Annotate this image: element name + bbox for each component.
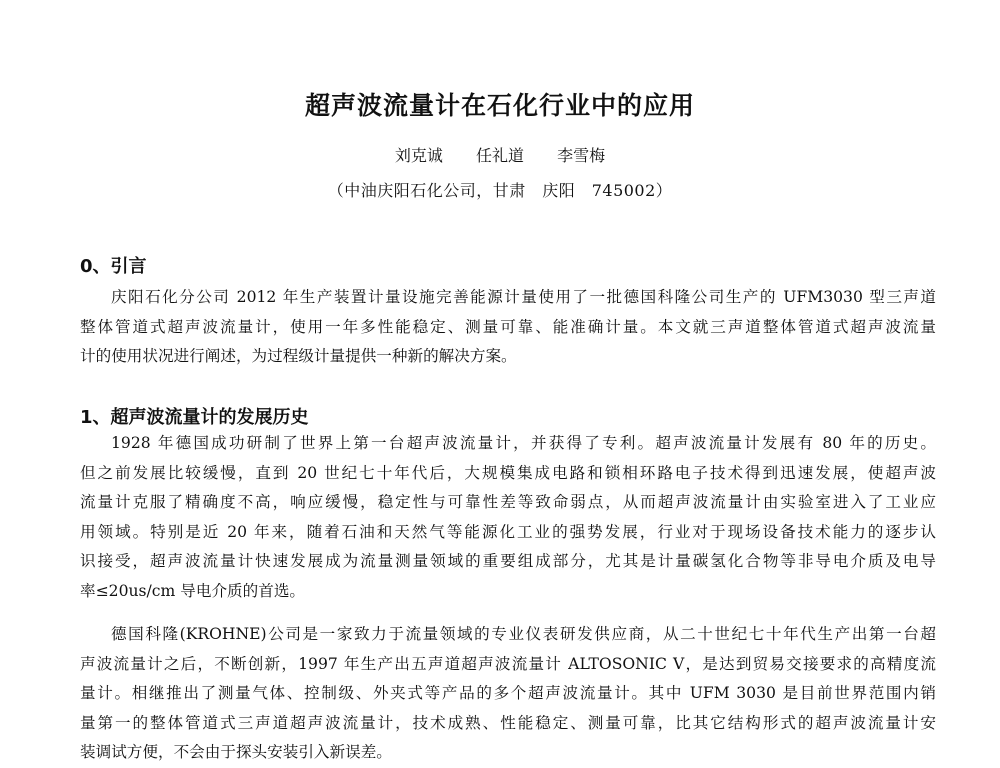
- section-heading-history: 1、超声波流量计的发展历史: [80, 407, 309, 428]
- text-line: 识接受，超声波流量计快速发展成为流量测量领域的重要组成部分，尤其是计量碳氢化合物等非导电介质及电导: [80, 552, 936, 570]
- author-list: [0, 143, 1000, 166]
- section-heading-introduction: 0、引言: [80, 256, 147, 277]
- text-line: 德国科隆(KROHNE)公司是一家致力于流量领域的专业仪表研发供应商，从二十世纪七十年代生产出第一台超: [111, 625, 936, 643]
- paper-title: 超声波流量计在石化行业中的应用: [304, 91, 695, 120]
- text-line: 计的使用状况进行阐述，为过程级计量提供一种新的解决方案。: [80, 347, 517, 365]
- text-line: 量第一的整体管道式三声道超声波流量计，技术成熟、性能稳定、测量可靠，比其它结构形式的超声波流量计安: [80, 713, 936, 732]
- author-name: 任礼道: [475, 146, 524, 165]
- text-line: 1928 年德国成功研制了世界上第一台超声波流量计，并获得了专利。超声波流量计发展有 80 年的历史。: [111, 434, 936, 452]
- paragraph: [80, 283, 936, 372]
- text-line: 量计。相继推出了测量气体、控制级、外夹式等产品的多个超声波流量计。其中 UFM 3030 是目前世界范围内销: [80, 684, 936, 702]
- author-name: 刘克诚: [394, 146, 443, 165]
- author-name: 李雪梅: [557, 146, 606, 165]
- paragraph: [80, 620, 936, 768]
- text-line: 流量计克服了精确度不高，响应缓慢，稳定性与可靠性差等致命弱点，从而超声波流量计由实验室进入了工业应: [80, 493, 936, 511]
- affiliation: （中油庆阳石化公司，甘肃 庆阳 745002）: [327, 181, 673, 200]
- text-line: 声波流量计之后，不断创新，1997 年生产出五声道超声波流量计 ALTOSONIC V，是达到贸易交接要求的高精度流: [80, 654, 936, 673]
- text-line: 但之前发展比较缓慢，直到 20 世纪七十年代后，大规模集成电路和锁相环路电子技术得到迅速发展，使超声波: [80, 463, 936, 482]
- text-line: 整体管道式超声波流量计，使用一年多性能稳定、测量可靠、能准确计量。本文就三声道整体管道式超声波流量: [80, 317, 936, 336]
- text-line: 用领域。特别是近 20 年来，随着石油和天然气等能源化工业的强势发展，行业对于现场设备技术能力的逐步认: [80, 522, 936, 541]
- text-line: 率≤20us/cm 导电介质的首选。: [80, 581, 306, 600]
- paragraph: [80, 429, 936, 606]
- text-line: 庆阳石化分公司 2012 年生产装置计量设施完善能源计量使用了一批德国科隆公司生产的 UFM3030 型三声道: [111, 288, 936, 306]
- text-line: 装调试方便，不会由于探头安装引入新误差。: [80, 743, 392, 761]
